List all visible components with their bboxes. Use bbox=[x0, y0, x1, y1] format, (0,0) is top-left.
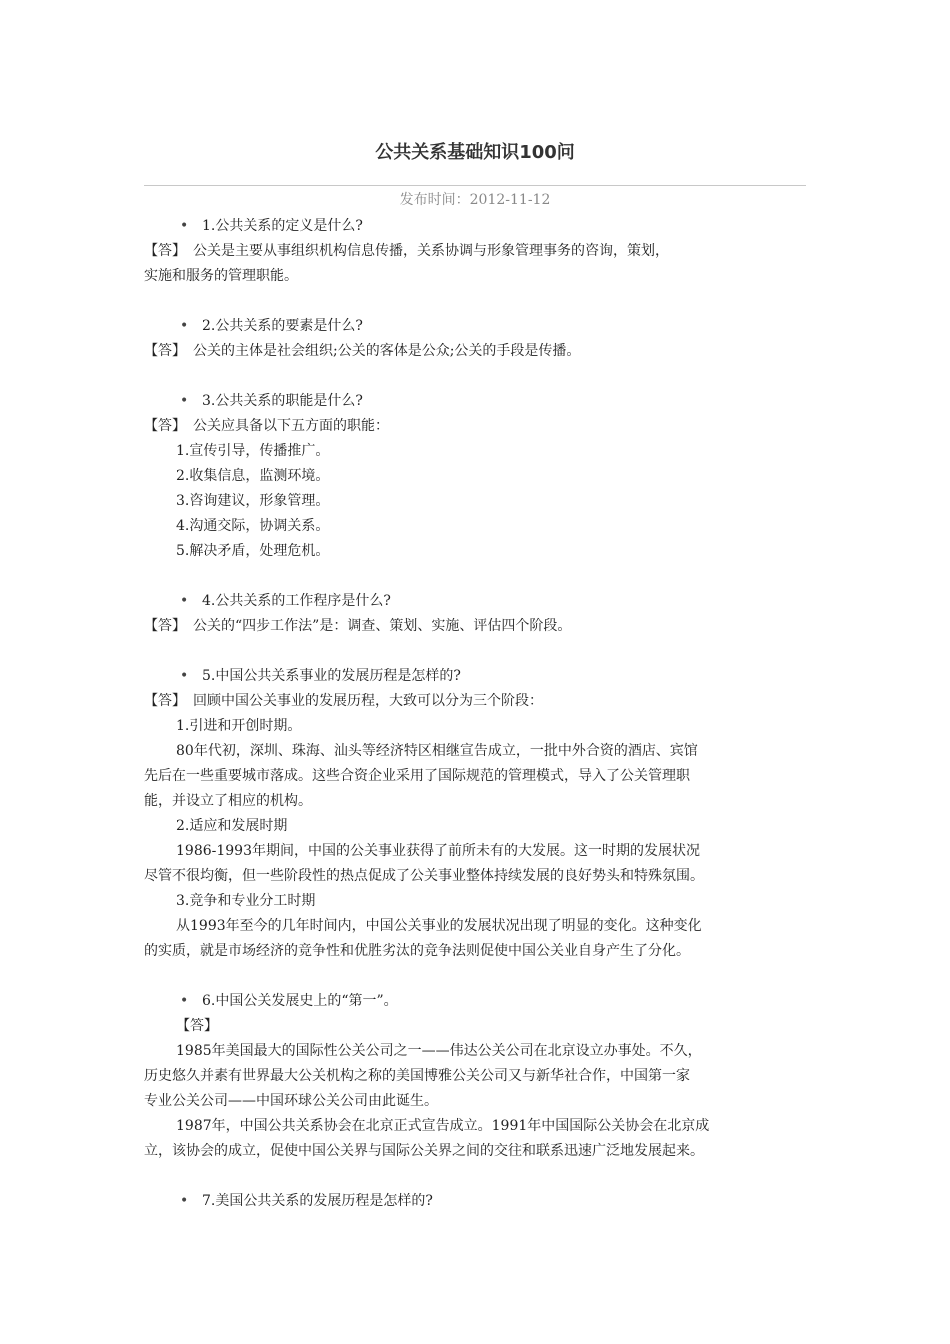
answer-6-text: 专业公关公司——中国环球公关公司由此诞生。 bbox=[144, 1093, 438, 1109]
stage-1-title: 1.引进和开创时期。 bbox=[176, 718, 302, 734]
list-item: 3.咨询建议，形象管理。 bbox=[176, 493, 330, 509]
stage-1-text: 能，并设立了相应的机构。 bbox=[144, 793, 312, 809]
stage-3-title: 3.竞争和专业分工时期 bbox=[176, 893, 316, 909]
bullet-icon: • bbox=[180, 993, 189, 1009]
stage-1-text: 先后在一些重要城市落成。这些合资企业采用了国际规范的管理模式，导入了公关管理职 bbox=[144, 768, 690, 784]
question-6 bbox=[144, 989, 806, 1014]
stage-2-title: 2.适应和发展时期 bbox=[176, 818, 288, 834]
answer-6-text: 历史悠久并素有世界最大公关机构之称的美国博雅公关公司又与新华社合作，中国第一家 bbox=[144, 1068, 690, 1084]
question-1 bbox=[144, 214, 806, 239]
answer-6-text: 1987年，中国公共关系协会在北京正式宣告成立。1991年中国国际公关协会在北京成 bbox=[176, 1118, 710, 1134]
list-item: 4.沟通交际，协调关系。 bbox=[176, 518, 330, 534]
stage-1-text: 80年代初，深圳、珠海、汕头等经济特区相继宣告成立，一批中外合资的酒店、宾馆 bbox=[176, 743, 698, 759]
answer-6: 【答】 bbox=[176, 1018, 218, 1034]
bullet-icon: • bbox=[180, 1193, 189, 1209]
list-item: 2.收集信息，监测环境。 bbox=[176, 468, 330, 484]
answer-5: 【答】 回顾中国公关事业的发展历程，大致可以分为三个阶段： bbox=[144, 693, 543, 709]
question-text: 6.中国公关发展史上的“第一”。 bbox=[202, 993, 398, 1009]
question-text: 3.公共关系的职能是什么? bbox=[202, 393, 363, 409]
bullet-icon: • bbox=[180, 218, 189, 234]
bullet-icon: • bbox=[180, 668, 189, 684]
question-text: 4.公共关系的工作程序是什么? bbox=[202, 593, 391, 609]
page-title: 公共关系基础知识100问 bbox=[375, 142, 575, 163]
bullet-icon: • bbox=[180, 393, 189, 409]
bullet-icon: • bbox=[180, 593, 189, 609]
list-item: 1.宣传引导，传播推广。 bbox=[176, 443, 330, 459]
title-divider bbox=[144, 185, 806, 186]
question-7 bbox=[144, 1189, 806, 1214]
question-4 bbox=[144, 589, 806, 614]
stage-3-text: 从1993年至今的几年时间内，中国公关事业的发展状况出现了明显的变化。这种变化 bbox=[176, 918, 702, 934]
stage-3-text: 的实质，就是市场经济的竞争性和优胜劣汰的竞争法则促使中国公关业自身产生了分化。 bbox=[144, 943, 690, 959]
stage-2-text: 尽管不很均衡，但一些阶段性的热点促成了公关事业整体持续发展的良好势头和特殊氛围。 bbox=[144, 868, 704, 884]
stage-2-text: 1986-1993年期间，中国的公关事业获得了前所未有的大发展。这一时期的发展状况 bbox=[176, 843, 700, 859]
question-text: 2.公共关系的要素是什么? bbox=[202, 318, 363, 334]
bullet-icon: • bbox=[180, 318, 189, 334]
answer-2: 【答】 公关的主体是社会组织;公关的客体是公众;公关的手段是传播。 bbox=[144, 343, 581, 359]
question-2 bbox=[144, 314, 806, 339]
question-text: 7.美国公共关系的发展历程是怎样的? bbox=[202, 1193, 433, 1209]
question-5 bbox=[144, 664, 806, 689]
answer-6-text: 1985年美国最大的国际性公关公司之一——伟达公关公司在北京设立办事处。不久， bbox=[176, 1043, 702, 1059]
answer-1: 【答】 公关是主要从事组织机构信息传播，关系协调与形象管理事务的咨询，策划， bbox=[144, 243, 669, 259]
question-3 bbox=[144, 389, 806, 414]
answer-6-text: 立，该协会的成立，促使中国公关界与国际公关界之间的交往和联系迅速广泛地发展起来。 bbox=[144, 1143, 704, 1159]
publish-date: 发布时间：2012-11-12 bbox=[399, 192, 551, 208]
answer-1-cont: 实施和服务的管理职能。 bbox=[144, 268, 298, 284]
answer-3: 【答】 公关应具备以下五方面的职能： bbox=[144, 418, 389, 434]
question-text: 1.公共关系的定义是什么? bbox=[202, 218, 363, 234]
article-body bbox=[144, 214, 806, 1214]
question-text: 5.中国公共关系事业的发展历程是怎样的? bbox=[202, 668, 461, 684]
list-item: 5.解决矛盾，处理危机。 bbox=[176, 543, 330, 559]
answer-4: 【答】 公关的“四步工作法”是：调查、策划、实施、评估四个阶段。 bbox=[144, 618, 572, 634]
